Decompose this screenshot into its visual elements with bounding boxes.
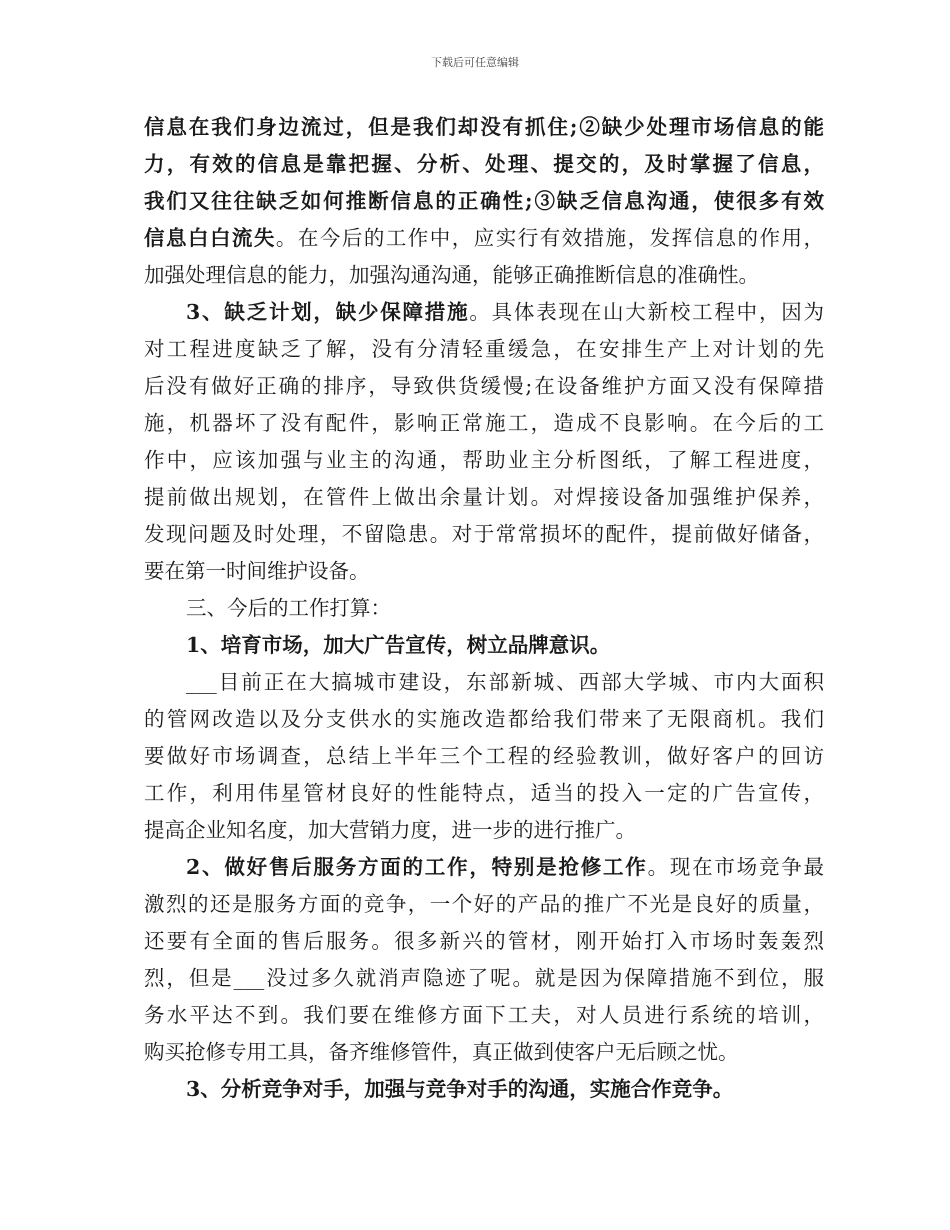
paragraph-line: 发现问题及时处理，不留隐患。对于常常损坏的配件，提前做好储备， <box>144 522 824 546</box>
paragraph-line: 作中，应该加强与业主的沟通，帮助业主分析图纸，了解工程进度， <box>144 448 824 472</box>
paragraph-line: 我们又往往缺乏如何推断信息的正确性;③缺乏信息沟通，使很多有效 <box>144 189 824 213</box>
paragraph-line: 力，有效的信息是靠把握、分析、处理、提交的，及时掌握了信息， <box>144 152 824 176</box>
paragraph-line: 要在第一时间维护设备。 <box>144 559 370 583</box>
paragraph-line: 还要有全面的售后服务。很多新兴的管材，刚开始打入市场时轰轰烈 <box>144 929 824 953</box>
page-header: 下载后可任意编辑 <box>431 56 519 69</box>
paragraph-line: 施，机器坏了没有配件，影响正常施工，造成不良影响。在今后的工 <box>144 411 824 435</box>
paragraph-line: 提高企业知名度，加大营销力度，进一步的进行推广。 <box>144 818 636 842</box>
paragraph-line: 提前做出规划，在管件上做出余量计划。对焊接设备加强维护保养， <box>144 485 824 509</box>
paragraph-line: 烈，但是___没过多久就消声隐迹了呢。就是因为保障措施不到位，服 <box>144 966 824 990</box>
paragraph-line: 激烈的还是服务方面的竞争，一个好的产品的推广不光是良好的质量， <box>144 892 824 916</box>
paragraph-line: ___目前正在大搞城市建设，东部新城、西部大学城、市内大面积 <box>186 670 824 694</box>
subsection-heading: 1、培育市场，加大广告宣传，树立品牌意识。 <box>186 633 611 657</box>
paragraph-line: 务水平达不到。我们要在维修方面下工夫，对人员进行系统的培训， <box>144 1003 824 1027</box>
paragraph-line: 的管网改造以及分支供水的实施改造都给我们带来了无限商机。我们 <box>144 707 824 731</box>
document-body <box>144 109 824 1108</box>
section-heading: 三、今后的工作打算： <box>186 596 391 620</box>
paragraph-line: 购买抢修专用工具，备齐维修管件，真正做到使客户无后顾之忧。 <box>144 1040 739 1064</box>
subsection-heading: 3、分析竞争对手，加强与竞争对手的沟通，实施合作竞争。 <box>186 1077 734 1101</box>
subsection-heading: 2、做好售后服务方面的工作，特别是抢修工作。现在市场竞争最 <box>186 855 825 879</box>
paragraph-line: 后没有做好正确的排序，导致供货缓慢;在设备维护方面又没有保障措 <box>144 374 824 398</box>
paragraph-line: 加强处理信息的能力，加强沟通沟通，能够正确推断信息的准确性。 <box>144 263 759 287</box>
paragraph-line: 工作，利用伟星管材良好的性能特点，适当的投入一定的广告宣传， <box>144 781 824 805</box>
paragraph-line: 信息白白流失。在今后的工作中，应实行有效措施，发挥信息的作用， <box>144 226 825 250</box>
paragraph-line: 对工程进度缺乏了解，没有分清轻重缓急，在安排生产上对计划的先 <box>144 337 824 361</box>
section-heading: 3、缺乏计划，缺少保障措施。具体表现在山大新校工程中，因为 <box>186 300 825 324</box>
paragraph-line: 信息在我们身边流过，但是我们却没有抓住;②缺少处理市场信息的能 <box>144 115 824 139</box>
paragraph-line: 要做好市场调查，总结上半年三个工程的经验教训，做好客户的回访 <box>144 744 824 768</box>
